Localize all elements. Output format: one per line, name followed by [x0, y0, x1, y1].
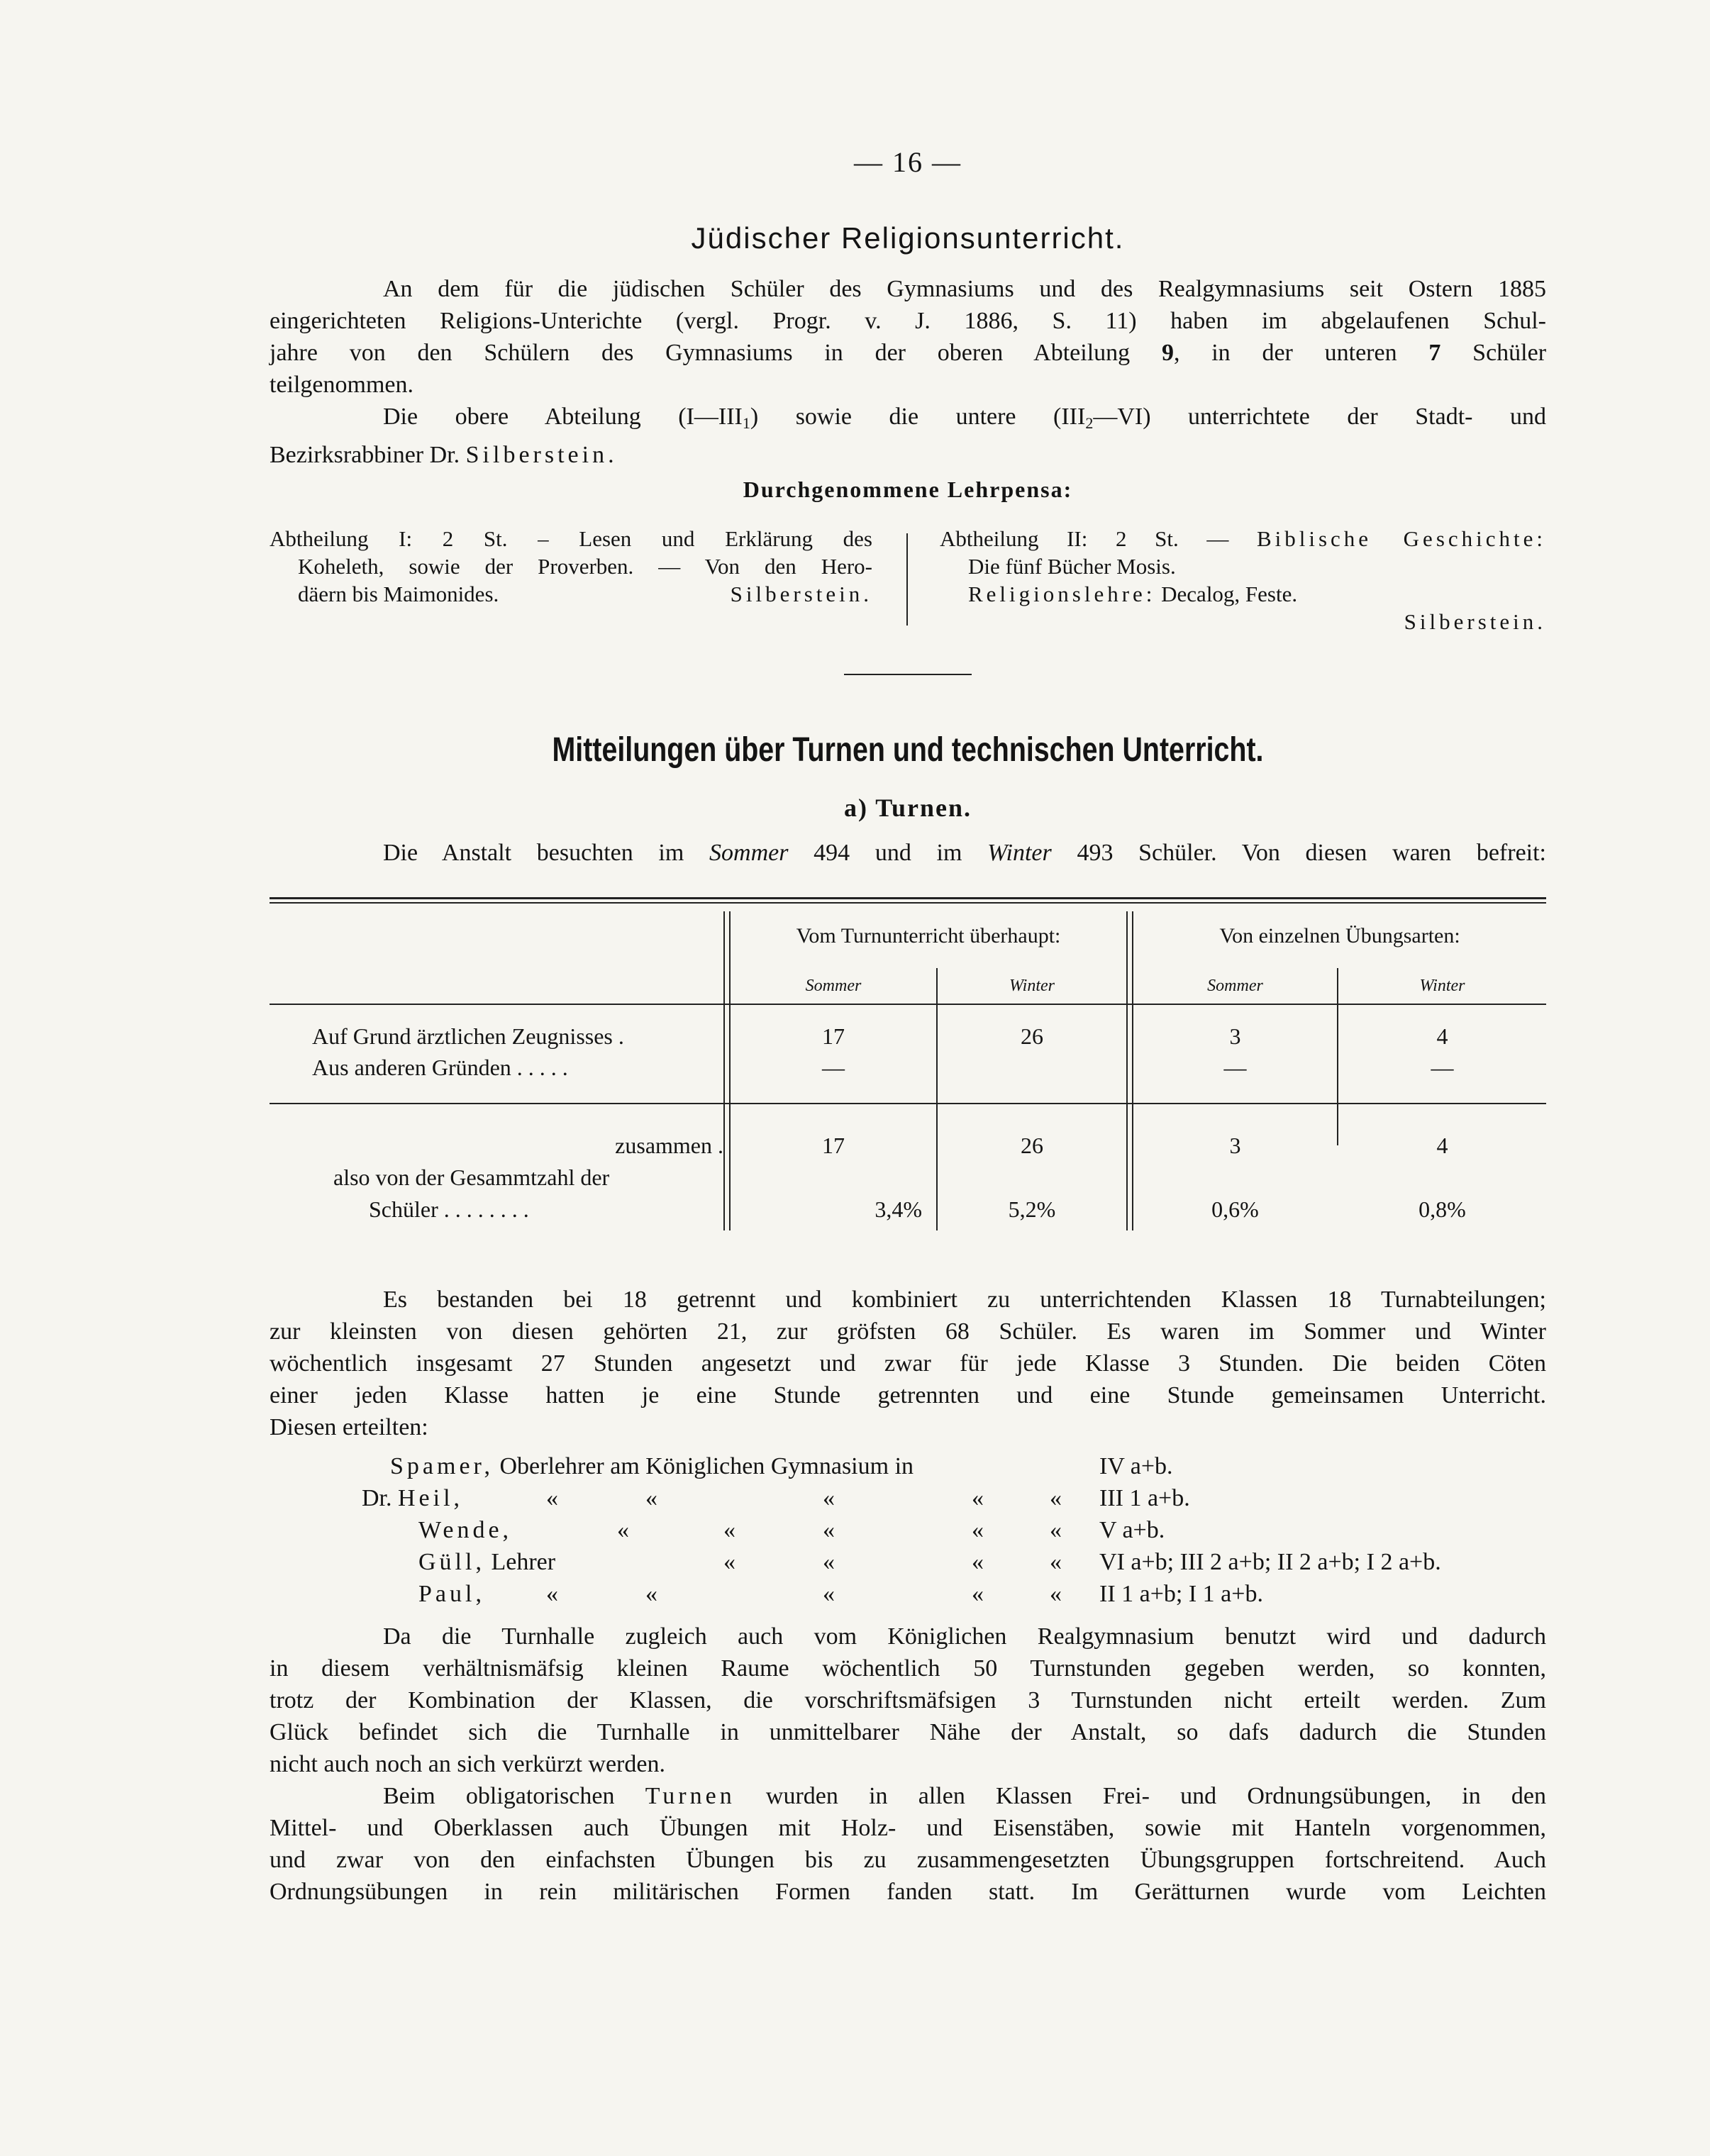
text-line: wöchentlich insgesamt 27 Stunden angesetzt und zwar für jede Klasse 3 Stunden. Die beiden Cöten: [270, 1350, 1546, 1377]
table-cell: 0,6%: [1211, 1196, 1259, 1222]
text-line: Die fünf Bücher Mosis.: [968, 554, 1176, 579]
ditto-mark: «: [972, 1549, 984, 1575]
text-line: teilgenommen.: [270, 372, 414, 398]
paragraph-religion-2: [270, 401, 1546, 471]
table-cell: 3: [1229, 1133, 1241, 1158]
staff-class: III 1 a+b.: [1099, 1485, 1190, 1511]
table-row-label: zusammen .: [615, 1133, 723, 1158]
text-line: Mittel- und Oberklassen auch Übungen mit Holz- und Eisenstäben, sowie mit Hanteln vorgenommen,: [270, 1815, 1546, 1841]
text-line: Bezirksrabbiner Dr. Silberstein.: [270, 442, 618, 468]
text-line: An dem für die jüdischen Schüler des Gymnasiums und des Realgymnasiums seit Ostern 1885: [383, 276, 1546, 302]
text-line: Es bestanden bei 18 getrennt und kombiniert zu unterrichtenden Klassen 18 Turnabteilungen;: [383, 1287, 1546, 1313]
table-rule: [270, 897, 1546, 899]
text-line: Koheleth, sowie der Proverben. — Von den Hero-: [298, 554, 872, 579]
staff-entry: Wende,: [418, 1517, 513, 1543]
signature: Silberstein.: [730, 582, 872, 606]
ditto-mark: «: [823, 1517, 835, 1543]
table-cell: —: [1223, 1055, 1247, 1080]
section-title-turnen: Mitteilungen über Turnen und technischen Unterricht.: [552, 731, 1264, 769]
text-line: Diesen erteilten:: [270, 1414, 428, 1440]
turnen-intro: Die Anstalt besuchten im Sommer 494 und im Winter 493 Schüler. Von diesen waren befreit:: [383, 840, 1546, 866]
paragraph-turnabteilungen: [270, 1284, 1546, 1443]
table-cell: —: [822, 1055, 845, 1080]
table-rule: [270, 1004, 1546, 1005]
text-line: jahre von den Schülern des Gymnasiums in der oberen Abteilung 9, in der unteren 7 Schüler: [270, 340, 1547, 366]
table-cell: 17: [822, 1133, 845, 1158]
table-cell: —: [1431, 1055, 1454, 1080]
ditto-mark: «: [1050, 1581, 1062, 1607]
table-subheader: Sommer: [1207, 977, 1263, 995]
table-row-label: Auf Grund ärztlichen Zeugnisses .: [312, 1023, 624, 1049]
ditto-mark: «: [823, 1581, 835, 1607]
staff-class: VI a+b; III 2 a+b; II 2 a+b; I 2 a+b.: [1099, 1549, 1441, 1575]
table-group-header: Vom Turnunterricht überhaupt:: [796, 924, 1061, 948]
table-row-label: also von der Gesammtzahl der: [333, 1165, 610, 1190]
table-cell: 5,2%: [1008, 1196, 1056, 1222]
ditto-mark: «: [546, 1581, 558, 1607]
text-line: Glück befindet sich die Turnhalle in unmittelbarer Nähe der Anstalt, so dafs dadurch die Stunden: [270, 1719, 1546, 1745]
ditto-mark: «: [546, 1485, 558, 1511]
staff-list: [270, 1450, 1546, 1613]
text-line: eingerichteten Religions-Unterichte (vergl. Progr. v. J. 1886, S. 11) haben im abgelaufenen Schul-: [270, 308, 1546, 334]
section-title-religion: Jüdischer Religionsunterricht.: [691, 221, 1125, 255]
text-line: trotz der Kombination der Klassen, die vorschriftsmäfsigen 3 Turnstunden nicht erteilt werden. Zum: [270, 1687, 1546, 1713]
table-row-label: Schüler . . . . . . . .: [369, 1196, 529, 1222]
ditto-mark: «: [972, 1581, 984, 1607]
table-subheader: Sommer: [805, 977, 862, 995]
lehrpensa-left-column: [270, 525, 872, 608]
ditto-mark: «: [1050, 1485, 1062, 1511]
table-cell: 3: [1229, 1023, 1241, 1049]
staff-entry: Dr. Heil,: [362, 1485, 464, 1511]
ditto-mark: «: [972, 1517, 984, 1543]
text-line: Da die Turnhalle zugleich auch vom Königlichen Realgymnasium benutzt wird und dadurch: [383, 1623, 1546, 1650]
table-subheader: Winter: [1419, 977, 1465, 995]
page-number: — 16 —: [854, 146, 962, 178]
staff-class: V a+b.: [1099, 1517, 1165, 1543]
ditto-mark: «: [723, 1517, 735, 1543]
column-divider: [906, 533, 908, 626]
lehrpensa-heading: Durchgenommene Lehrpensa:: [743, 477, 1073, 502]
staff-entry: Güll, Lehrer: [418, 1549, 556, 1575]
table-rule: [270, 902, 1546, 904]
table-vline: [1126, 911, 1128, 1230]
text-line: zur kleinsten von diesen gehörten 21, zur gröfsten 68 Schüler. Es waren im Sommer und Winter: [270, 1318, 1546, 1345]
table-row-label: Aus anderen Gründen . . . . .: [312, 1055, 568, 1080]
table-cell: 26: [1021, 1133, 1043, 1158]
staff-entry: Spamer, Oberlehrer am Königlichen Gymnasium in: [390, 1453, 914, 1479]
text-line: Ordnungsübungen in rein militärischen Formen fanden statt. Im Gerätturnen wurde vom Leichten: [270, 1879, 1546, 1905]
text-line: einer jeden Klasse hatten je eine Stunde getrennten und eine Stunde gemeinsamen Unterricht.: [270, 1382, 1546, 1408]
ditto-mark: «: [1050, 1549, 1062, 1575]
ditto-mark: «: [823, 1485, 835, 1511]
text-line: däern bis Maimonides.: [298, 582, 499, 606]
lehrpensa-right-column: [940, 525, 1546, 635]
document-page: [270, 0, 1546, 2156]
table-group-header: Von einzelnen Übungsarten:: [1219, 924, 1460, 948]
table-cell: 0,8%: [1418, 1196, 1466, 1222]
paragraph-obligatorisch: [270, 1780, 1546, 1908]
table-cell: 3,4%: [875, 1196, 922, 1222]
ditto-mark: «: [645, 1581, 657, 1607]
ditto-mark: «: [1050, 1517, 1062, 1543]
exemption-table: [270, 897, 1546, 1230]
staff-class: II 1 a+b; I 1 a+b.: [1099, 1581, 1263, 1607]
ditto-mark: «: [617, 1517, 629, 1543]
text-line: Religionslehre: Decalog, Feste.: [968, 582, 1298, 606]
table-rule: [270, 1103, 1546, 1104]
ditto-mark: «: [723, 1549, 735, 1575]
ditto-mark: «: [972, 1485, 984, 1511]
text-line: Abtheilung I: 2 St. – Lesen und Erklärung des: [270, 526, 872, 551]
text-line: Beim obligatorischen Turnen wurden in allen Klassen Frei- und Ordnungsübungen, in den: [383, 1783, 1547, 1809]
table-cell: 17: [822, 1023, 845, 1049]
ditto-mark: «: [823, 1549, 835, 1575]
table-subheader: Winter: [1009, 977, 1055, 995]
text-line: in diesem verhältnismäfsig kleinen Raume wöchentlich 50 Turnstunden gegeben werden, so konnten,: [270, 1655, 1546, 1682]
subsection-title: a) Turnen.: [843, 794, 972, 822]
staff-class: IV a+b.: [1099, 1453, 1173, 1479]
signature: Silberstein.: [1404, 609, 1546, 634]
text-line: Abtheilung II: 2 St. — Biblische Geschichte:: [940, 526, 1546, 551]
section-divider: [844, 674, 972, 675]
text-line: nicht auch noch an sich verkürzt werden.: [270, 1751, 665, 1777]
table-cell: 4: [1436, 1023, 1448, 1049]
paragraph-turnhalle: [270, 1621, 1546, 1780]
paragraph-religion-1: [270, 273, 1546, 401]
text-line: und zwar von den einfachsten Übungen bis zu zusammengesetzten Übungsgruppen fortschreitend. Auch: [270, 1847, 1546, 1873]
table-cell: 4: [1436, 1133, 1448, 1158]
table-cell: 26: [1021, 1023, 1043, 1049]
table-vline: [936, 968, 938, 1230]
table-vline: [723, 911, 725, 1230]
text-line: Die obere Abteilung $(I—III_1)$ sowie die untere $(III_2—VI)$ unterrichtete der Stadt- und: [383, 404, 1546, 432]
staff-entry: Paul,: [418, 1581, 485, 1607]
ditto-mark: «: [645, 1485, 657, 1511]
